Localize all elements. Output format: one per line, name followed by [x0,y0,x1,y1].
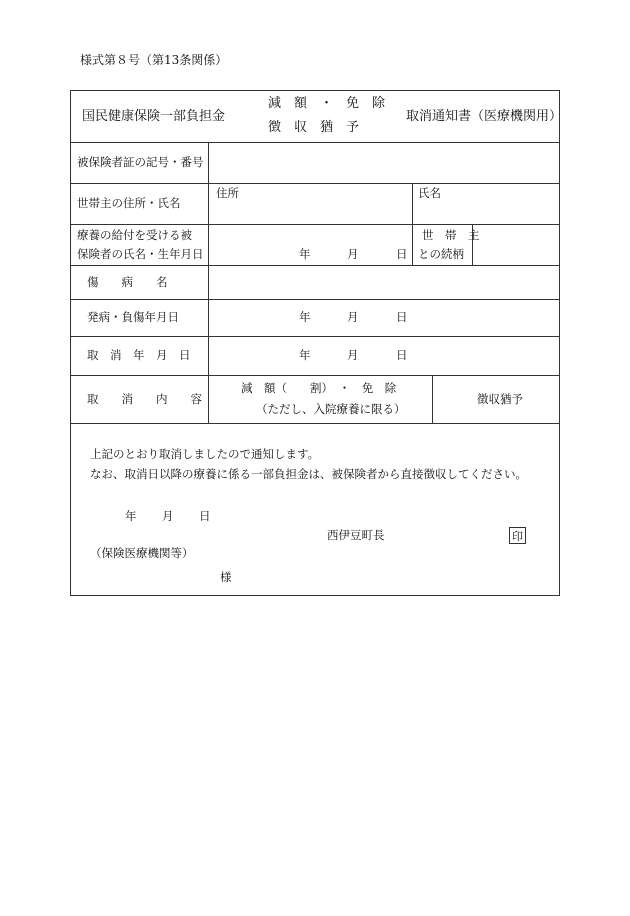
institution-label: （保険医療機関等） [90,546,194,560]
cancel-date-label: 取 消 年 月 日 [87,348,191,362]
title-right: 取消通知書（医療機関用） [406,109,563,124]
row-divider [71,142,559,143]
postpone-label: 徴収猶予 [477,392,523,406]
mayor-title: 西伊豆町長 [327,528,385,542]
notice-day-unit: 日 [199,509,211,523]
row-divider [71,265,559,266]
notice-form [70,90,563,596]
onset-month-unit: 月 [347,310,359,324]
recipient-label-line1: 療養の給付を受ける被 [77,228,192,242]
row-divider [71,423,559,424]
relation-label-line2: との続柄 [418,247,464,261]
householder-label: 世帯主の住所・氏名 [77,196,181,210]
onset-year-unit: 年 [299,310,311,324]
title-middle-top: 減 額 ・ 免 除 [268,96,386,111]
seal-mark: 印 [509,527,526,544]
notice-line1: 上記のとおり取消しましたので通知します。 [90,447,320,461]
disease-label: 傷 病 名 [87,275,168,289]
row-divider [71,299,559,300]
cancel-day-unit: 日 [396,348,408,362]
row-divider [71,183,559,184]
form-number: 様式第８号（第13条関係） [80,53,228,67]
cancel-year-unit: 年 [299,348,311,362]
birth-month-unit: 月 [347,247,359,261]
onset-day-unit: 日 [396,310,408,324]
birth-day-unit: 日 [396,247,408,261]
notice-month-unit: 月 [162,509,174,523]
reduction-line1: 減 額（ 割） ・ 免 除 [241,381,397,395]
reduction-line2: （ただし、入院療養に限る） [256,402,406,416]
title-middle-bottom: 徴 収 猶 予 [268,120,360,135]
row-divider [71,336,559,337]
notice-line2: なお、取消日以降の療養に係る一部負担金は、被保険者から直接徴収してください。 [90,467,527,481]
address-label: 住所 [216,186,239,200]
insured-card-label: 被保険者証の記号・番号 [77,155,204,169]
cancel-content-label: 取 消 内 容 [87,392,202,406]
name-label: 氏名 [418,186,441,200]
title-left: 国民健康保険一部負担金 [82,109,226,124]
notice-year-unit: 年 [125,509,137,523]
birth-year-unit: 年 [299,247,311,261]
onset-label: 発病・負傷年月日 [87,310,179,324]
relation-label-line1: 世 帯 主 [422,228,480,242]
label-column-divider [208,142,209,423]
name-column-divider [412,183,413,265]
recipient-label-line2: 保険者の氏名・生年月日 [77,247,204,261]
row-divider [71,375,559,376]
postpone-column-divider [432,375,433,423]
honorific: 様 [220,570,232,584]
cancel-month-unit: 月 [347,348,359,362]
row-divider [71,224,559,225]
